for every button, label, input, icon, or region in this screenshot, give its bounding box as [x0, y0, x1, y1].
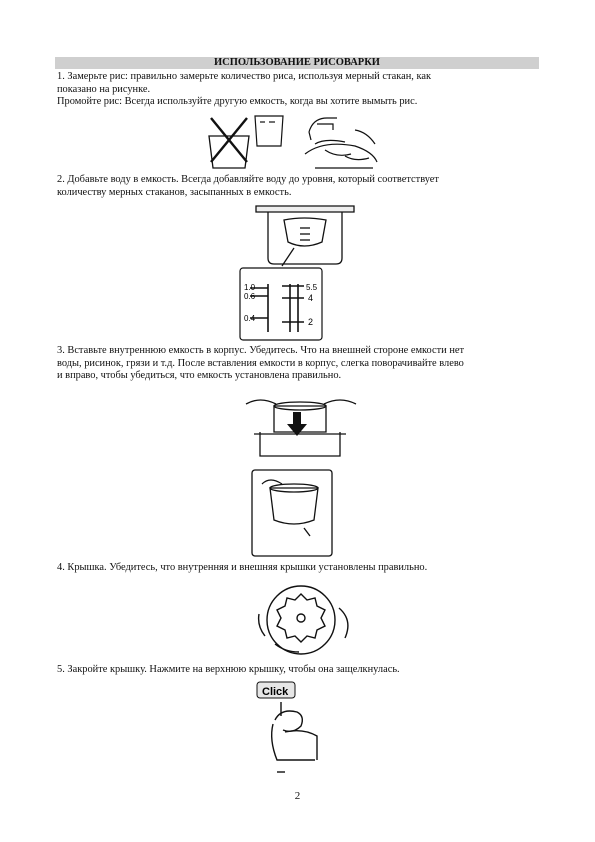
water-scale-panel: [240, 268, 322, 340]
lid-illustration: [255, 578, 355, 658]
water-level-illustration: [238, 202, 360, 342]
section-title: ИСПОЛЬЗОВАНИЕ РИСОВАРКИ: [55, 57, 539, 69]
step-1-line-2: показано на рисунке.: [57, 83, 151, 95]
step-5-line-1: 5. Закройте крышку. Нажмите на верхнюю крышку, чтобы она защелкнулась.: [57, 664, 400, 675]
step-3-line-2: воды, рисинок, грязи и т.д. После вставления емкости в корпус, слегка поворачивайте влево: [57, 357, 464, 369]
click-label: Click: [262, 686, 289, 698]
scale-label-0-6: 0.6: [244, 292, 256, 301]
step-3-line-1: 3. Вставьте внутреннюю емкость в корпус. Убедитесь. Что на внешней стороне емкости нет: [57, 345, 465, 356]
lid-gear-icon: [259, 586, 348, 654]
step-4-text: [57, 562, 539, 575]
page-number: 2: [294, 790, 301, 802]
scale-label-5-5: 5.5: [306, 283, 318, 292]
scale-label-0-4: 0.4: [244, 314, 256, 323]
insert-pot-illustration: [240, 386, 360, 558]
step-3-text: [57, 345, 539, 383]
inner-pot-icon: [256, 206, 354, 266]
step-2-text: [57, 174, 539, 199]
step-1-line-3: Промойте рис: Всегда используйте другую емкость, когда вы хотите вымыть рис.: [57, 96, 418, 107]
step-3-line-3: и вправо, чтобы убедиться, что емкость установлена правильно.: [57, 370, 342, 381]
crossed-bowl-icon: [209, 118, 249, 168]
pot-in-body-icon: [252, 470, 332, 556]
scale-label-2: 2: [308, 317, 314, 327]
scale-label-4: 4: [308, 293, 314, 303]
washing-hands-icon: [305, 118, 377, 168]
hand-pressing-lid-icon: [272, 702, 317, 772]
step-4-line-1: 4. Крышка. Убедитесь, что внутренняя и внешняя крышки установлены правильно.: [57, 562, 428, 573]
step-2-line-2: количеству мерных стаканов, засыпанных в емкость.: [57, 186, 292, 198]
step-1-text: [57, 71, 539, 109]
step-2-line-1: 2. Добавьте воду в емкость. Всегда добавляйте воду до уровня, который соответствует: [57, 174, 439, 185]
step-1-line-1: 1. Замерьте рис: правильно замерьте количество риса, используя мерный стакан, как: [57, 71, 432, 82]
scale-label-1-0: 1.0: [244, 283, 256, 292]
close-lid-illustration: [255, 680, 325, 775]
measuring-cup-icon: [255, 116, 283, 146]
rice-measure-wash-illustration: [205, 110, 390, 172]
step-5-text: [57, 664, 539, 677]
